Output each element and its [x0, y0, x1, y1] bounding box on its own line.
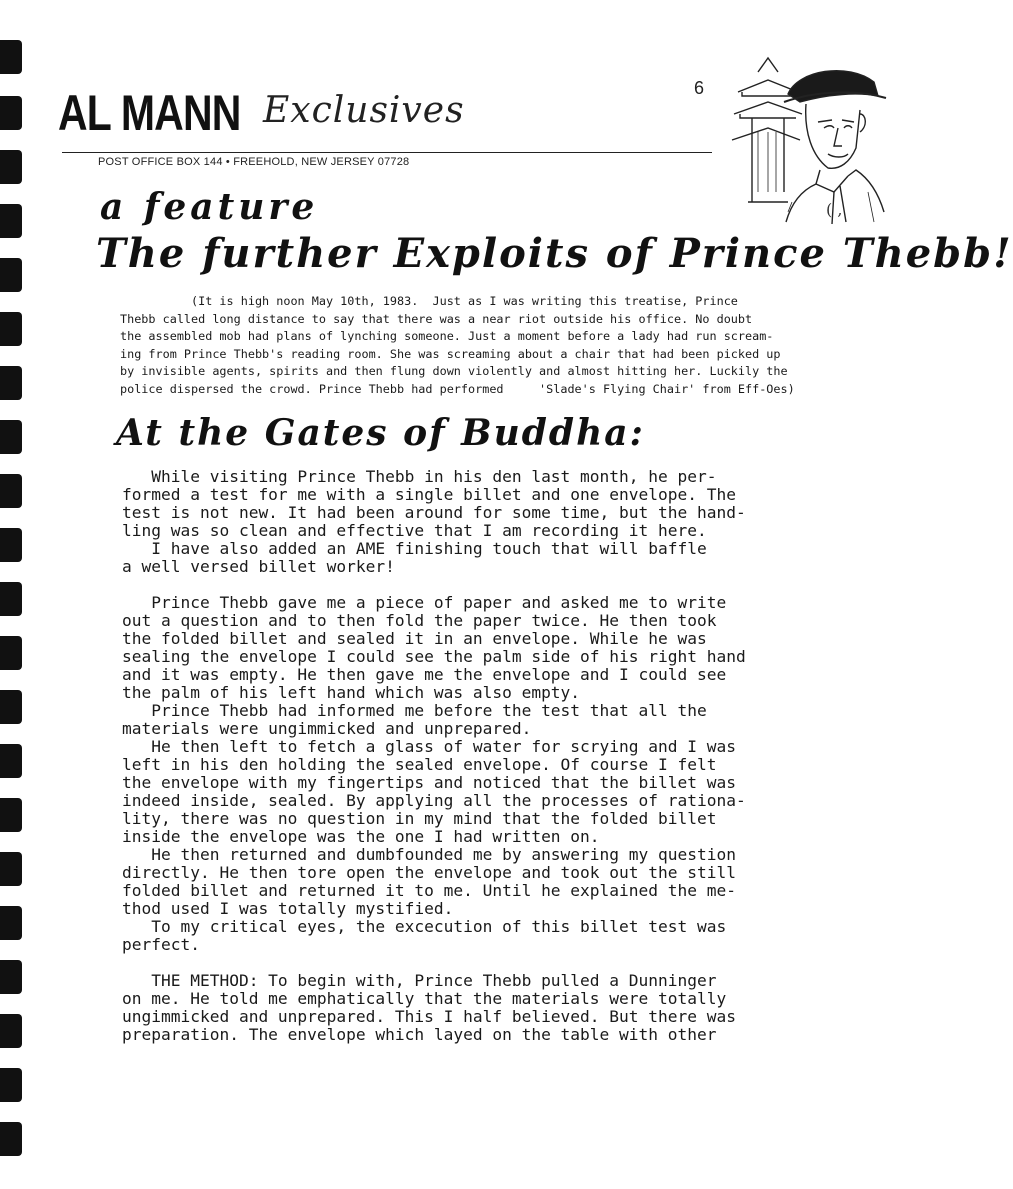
paragraph-intro: While visiting Prince Thebb in his den last month, he per- formed a test for me with a single billet and one envelope. The test is not new. It had been around for some time, but the hand- ling was so clean and effective that I am recording it here. I have also added an AME finishing touch that will baffle a well versed billet worker! [122, 467, 746, 576]
binding-hole [0, 1068, 22, 1102]
preface-line: the assembled mob had plans of lynching someone. Just a moment before a lady had run scream- [120, 329, 774, 344]
binding-hole [0, 474, 22, 508]
masthead-script: Exclusives [263, 90, 465, 131]
article-body [122, 468, 832, 1044]
binding-hole [0, 420, 22, 454]
binding-hole [0, 744, 22, 778]
binding-hole [0, 204, 22, 238]
masthead-brand: AL MANN [58, 85, 241, 141]
binding-hole [0, 150, 22, 184]
binding-hole [0, 1014, 22, 1048]
preface-line: ing from Prince Thebb's reading room. She was screaming about a chair that had been picked up [120, 346, 781, 361]
masthead-address: POST OFFICE BOX 144 • FREEHOLD, NEW JERSEY 07728 [98, 156, 410, 168]
binding-hole [0, 258, 22, 292]
binding-hole [0, 582, 22, 616]
preface-line: (It is high noon May 10th, 1983. Just as I was writing this treatise, Prince [120, 294, 738, 308]
preface-line: police dispersed the crowd. Prince Thebb had performed 'Slade's Flying Chair' from Eff-Oes) [120, 381, 795, 396]
binding-hole [0, 798, 22, 832]
paragraph-method: THE METHOD: To begin with, Prince Thebb pulled a Dunninger on me. He told me emphatically that the materials were totally ungimmicked and unprepared. This I half believed. But there was preparation. The envelope which layed on the table with other [122, 971, 736, 1044]
paragraph-test: Prince Thebb gave me a piece of paper and asked me to write out a question and to then fold the paper twice. He then took the folded billet and sealed it in an envelope. While he was sealing the envelope I could see the palm side of his right hand and it was empty. He then gave me the envelope and I could see the palm of his left hand which was also empty. Prince Thebb had informed me before the test that all the materials were ungimmicked and unprepared. He then left to fetch a glass of water for scrying and I was left in his den holding the sealed envelope. Of course I felt the envelope with my fingertips and noticed that the billet was indeed inside, sealed. By applying all the processes of rationa- lity, there was no question in my mind that the folded billet inside the envelope was the one I had written on. He then returned and dumbfounded me by answering my question directly. He then tore open the envelope and took out the still folded billet and returned it to me. Until he explained the me- thod used I was totally mystified. To my critical eyes, the excecution of this billet test was perfect. [122, 593, 746, 954]
preface-line: Thebb called long distance to say that there was a near riot outside his office. No doubt [120, 311, 753, 326]
preface-note [120, 293, 820, 399]
binding-hole [0, 528, 22, 562]
binding-hole [0, 96, 22, 130]
feature-heading: a feature [100, 186, 319, 228]
binding-hole [0, 906, 22, 940]
binding-holes [0, 0, 30, 1189]
binding-hole [0, 690, 22, 724]
article-headline: The further Exploits of Prince Thebb! [96, 230, 1013, 277]
portrait-illustration [728, 52, 888, 228]
binding-hole [0, 1122, 22, 1156]
binding-hole [0, 40, 22, 74]
binding-hole [0, 636, 22, 670]
masthead [58, 78, 718, 148]
page-number: 6 [694, 78, 705, 98]
binding-hole [0, 960, 22, 994]
masthead-rule [62, 152, 712, 153]
stray-mark-decoration: ( , [826, 200, 843, 219]
binding-hole [0, 852, 22, 886]
binding-hole [0, 312, 22, 346]
preface-line: by invisible agents, spirits and then flung down violently and almost hitting her. Luckily the [120, 364, 788, 379]
binding-hole [0, 366, 22, 400]
section-subheading: At the Gates of Buddha: [116, 412, 645, 454]
